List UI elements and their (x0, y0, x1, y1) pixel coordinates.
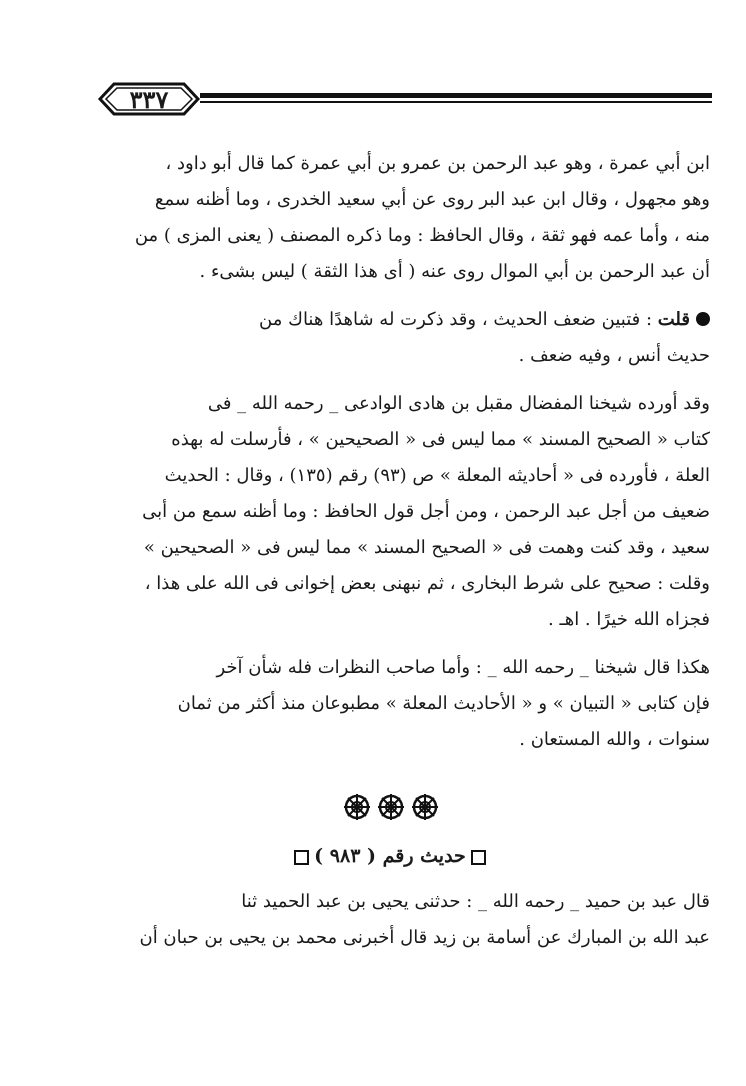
header-rule (200, 93, 712, 98)
square-bullet-icon (294, 850, 309, 865)
text-line: حديث أنس ، وفيه ضعف . (518, 345, 710, 366)
text-line: وقلت : صحيح على شرط البخارى ، ثم نبهنى بعض إخوانى فى الله على هذا ، (144, 573, 710, 594)
paragraph (80, 146, 710, 290)
text-line: أن عبد الرحمن بن أبي الموال روى عنه ( أى هذا الثقة ) ليس بشىء . (199, 261, 710, 282)
text-line: العلة ، فأورده فى « أحاديثه المعلة » ص (٩٣) رقم (١٣٥) ، وقال : الحديث (164, 465, 710, 486)
section-divider-ornament (343, 793, 439, 823)
text-line: كتاب « الصحيح المسند » مما ليس فى « الصحيحين » ، فأرسلت له بهذه (171, 429, 710, 450)
text-run: : فتبين ضعف الحديث ، وقد ذكرت له شاهدًا هناك من (259, 309, 653, 330)
bullet-icon (696, 312, 710, 326)
rosette-icon (343, 793, 371, 821)
square-bullet-icon (471, 850, 486, 865)
text-line: قال عبد بن حميد _ رحمه الله _ : حدثنى يحيى بن عبد الحميد ثنا (241, 891, 710, 912)
text-line: وقد أورده شيخنا المفضال مقبل بن هادى الوادعى _ رحمه الله _ فى (207, 393, 710, 414)
hadith-heading-text: حديث رقم ( ٩٨٣ ) (314, 845, 466, 867)
text-line: ضعيف من أجل عبد الرحمن ، ومن أجل قول الحافظ : وما أظنه سمع من أبى (142, 501, 710, 522)
paragraph (80, 386, 710, 638)
paragraph (80, 650, 710, 758)
hadith-text (80, 884, 710, 956)
text-line: ابن أبي عمرة ، وهو عبد الرحمن بن عمرو بن أبي عمرة كما قال أبو داود ، (165, 153, 710, 174)
text-line: سعيد ، وقد كنت وهمت فى « الصحيح المسند » مما ليس فى « الصحيحين » (143, 537, 710, 558)
text-line: سنوات ، والله المستعان . (519, 729, 710, 750)
page-header (96, 76, 712, 122)
rosette-icon (411, 793, 439, 821)
text-line: هكذا قال شيخنا _ رحمه الله _ : وأما صاحب النظرات فله شأن آخر (216, 657, 710, 678)
text-line: فجزاه الله خيرًا . اهـ . (548, 609, 710, 630)
lead-word: قلت (657, 309, 690, 330)
rosette-icon (377, 793, 405, 821)
page-number-frame (96, 76, 202, 122)
header-rule (200, 101, 712, 103)
text-line: منه ، وأما عمه فهو ثقة ، وقال الحافظ : وما ذكره المصنف ( يعنى المزى ) من (134, 225, 710, 246)
page-number: ٣٣٧ (129, 84, 169, 114)
text-line (80, 302, 710, 338)
text-line: وهو مجهول ، وقال ابن عبد البر روى عن أبي سعيد الخدرى ، وما أظنه سمع (154, 189, 710, 210)
hadith-heading (250, 838, 530, 874)
text-line: عبد الله بن المبارك عن أسامة بن زيد قال أخبرنى محمد بن يحيى بن حبان أن (139, 927, 710, 948)
paragraph (80, 302, 710, 374)
text-line: فإن كتابى « التبيان » و « الأحاديث المعلة » مطبوعان منذ أكثر من ثمان (177, 693, 710, 714)
